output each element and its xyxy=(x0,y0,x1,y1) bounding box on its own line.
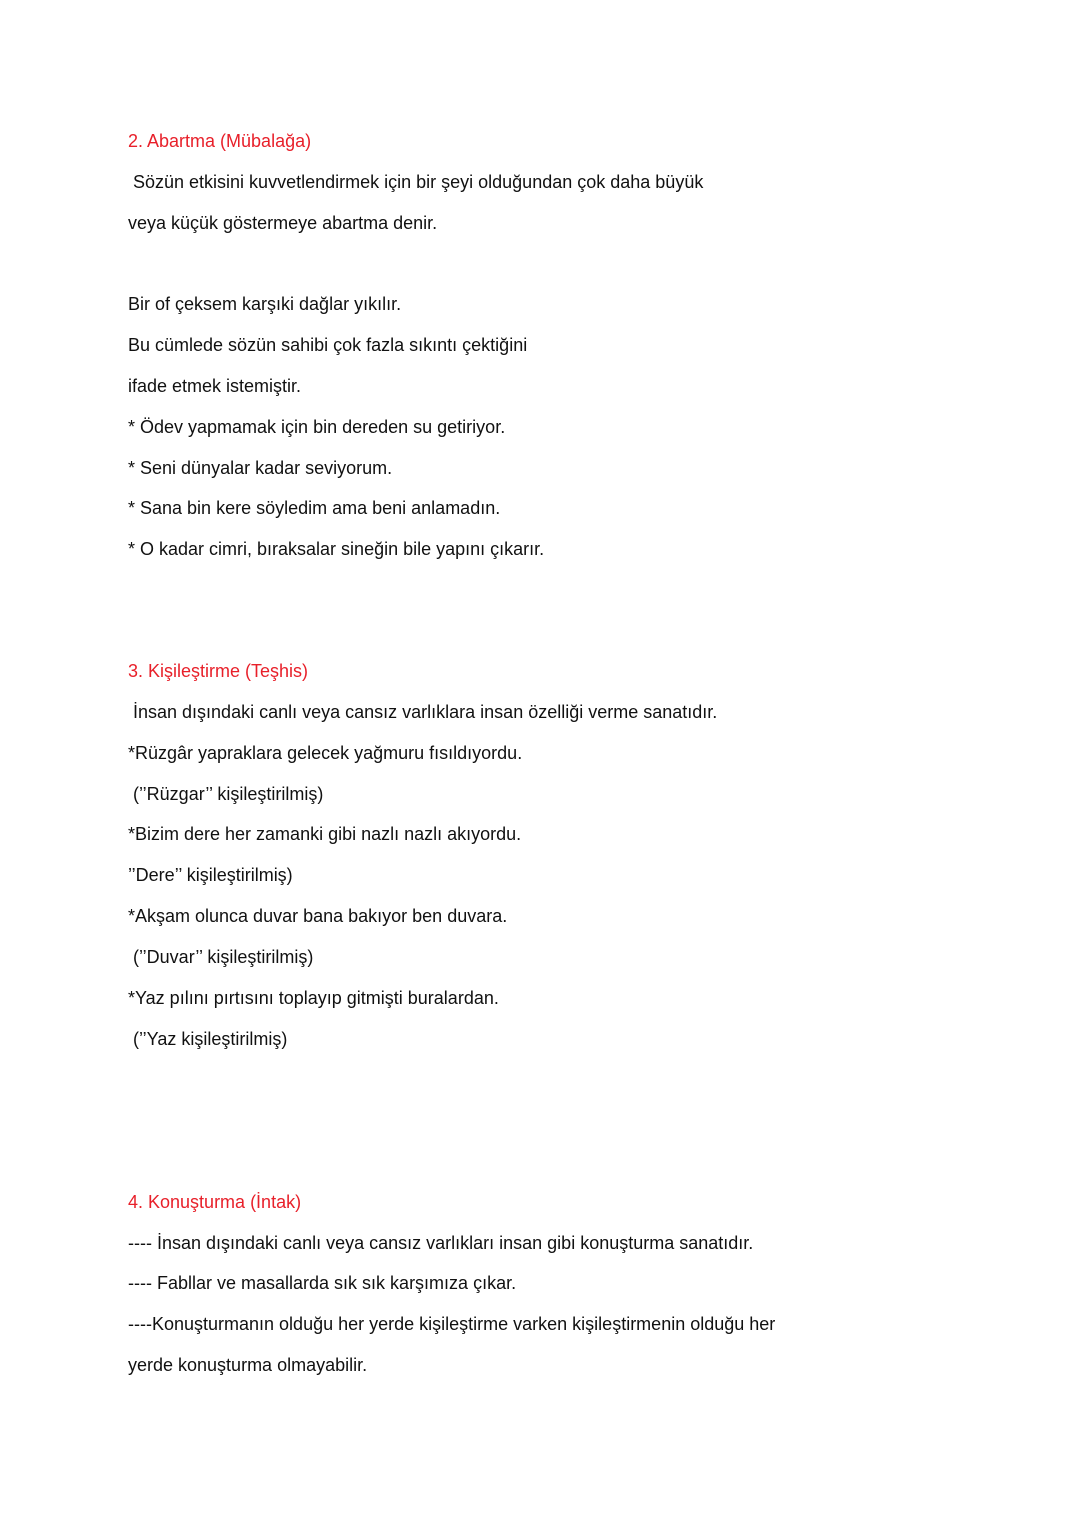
section-heading: 4. Konuşturma (İntak) xyxy=(128,1192,302,1212)
paragraph-line: İnsan dışındaki canlı veya cansız varlıklara insan özelliği verme sanatıdır. xyxy=(128,702,718,722)
example-line: *Bizim dere her zamanki gibi nazlı nazlı akıyordu. xyxy=(128,824,522,844)
bullet-example: * Ödev yapmamak için bin dereden su getiriyor. xyxy=(128,417,506,437)
paragraph-line: Sözün etkisini kuvvetlendirmek için bir şeyi olduğundan çok daha büyük xyxy=(128,172,704,192)
explanation-line: Bu cümlede sözün sahibi çok fazla sıkıntı çektiğini xyxy=(128,335,528,355)
example-line: *Akşam olunca duvar bana bakıyor ben duvara. xyxy=(128,906,508,926)
example-line: *Yaz pılını pırtısını toplayıp gitmişti buralardan. xyxy=(128,988,499,1008)
explanation-line: ifade etmek istemiştir. xyxy=(128,376,302,396)
bullet-example: * O kadar cimri, bıraksalar sineğin bile yapını çıkarır. xyxy=(128,539,545,559)
example-line: Bir of çeksem karşıki dağlar yıkılır. xyxy=(128,294,402,314)
paragraph-line: ---- İnsan dışındaki canlı veya cansız varlıkları insan gibi konuşturma sanatıdır. xyxy=(128,1233,754,1253)
section-heading: 3. Kişileştirme (Teşhis) xyxy=(128,661,309,681)
bullet-example: * Seni dünyalar kadar seviyorum. xyxy=(128,458,393,478)
example-note: (’’Yaz kişileştirilmiş) xyxy=(128,1029,288,1049)
paragraph-line: ----Konuşturmanın olduğu her yerde kişileştirme varken kişileştirmenin olduğu her xyxy=(128,1314,776,1334)
section-heading: 2. Abartma (Mübalağa) xyxy=(128,131,312,151)
example-line: *Rüzgâr yapraklara gelecek yağmuru fısıldıyordu. xyxy=(128,743,523,763)
paragraph-line: ---- Fabllar ve masallarda sık sık karşımıza çıkar. xyxy=(128,1273,517,1293)
example-note: ’’Dere’’ kişileştirilmiş) xyxy=(128,865,293,885)
example-note: (’’Rüzgar’’ kişileştirilmiş) xyxy=(128,784,324,804)
paragraph-line: veya küçük göstermeye abartma denir. xyxy=(128,213,438,233)
paragraph-line: yerde konuşturma olmayabilir. xyxy=(128,1355,368,1375)
bullet-example: * Sana bin kere söyledim ama beni anlamadın. xyxy=(128,498,501,518)
example-note: (’’Duvar’’ kişileştirilmiş) xyxy=(128,947,314,967)
